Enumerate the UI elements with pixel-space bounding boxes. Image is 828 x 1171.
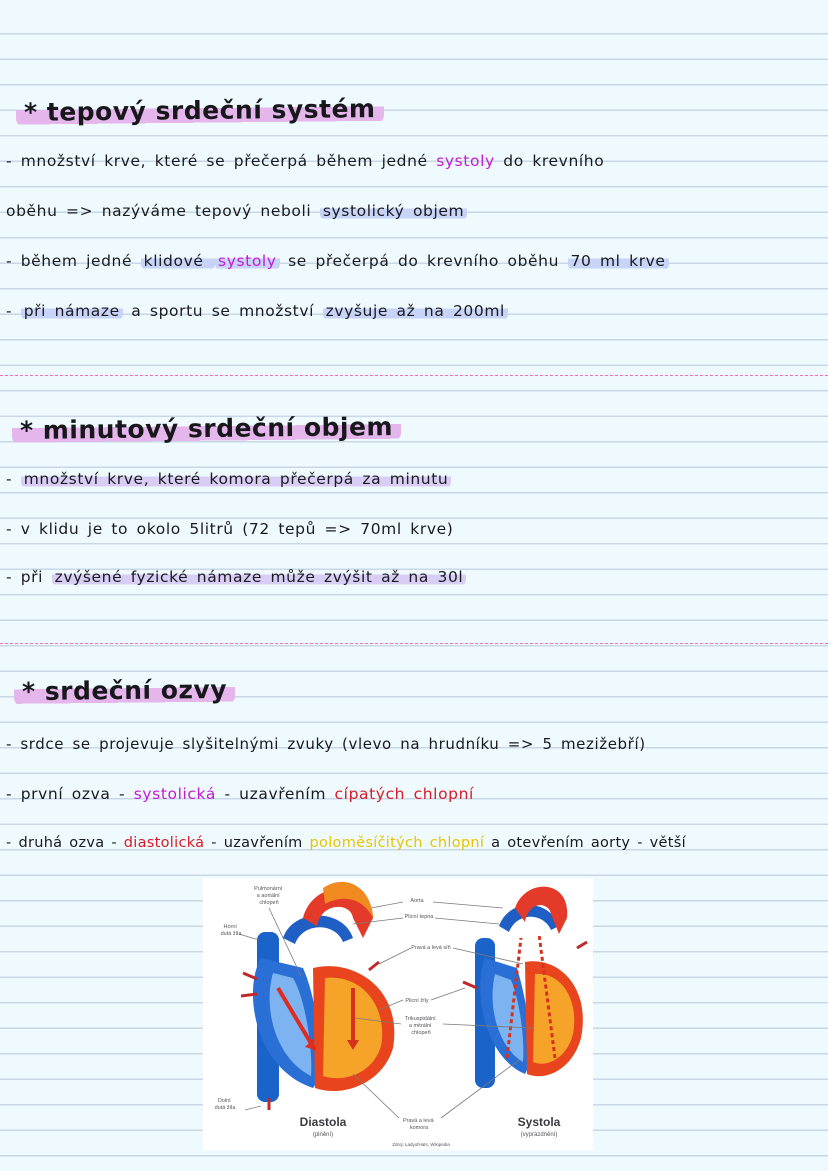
- heading-highlight: * minutový srdeční objem: [12, 412, 401, 445]
- text: - první ozva -: [6, 785, 134, 803]
- section-divider: [0, 375, 828, 376]
- text: a otevřením aorty - větší: [484, 835, 686, 851]
- label-diastole-sub: (plnění): [312, 1132, 334, 1138]
- term-highlight: zvýšené fyzické námaze může zvýšit až na 30l: [52, 568, 467, 586]
- image-source: Zdroj: LadyofHats, Wikipedia: [392, 1142, 450, 1147]
- label-aorta: Aorta: [410, 898, 424, 904]
- text: - druhá ozva -: [6, 835, 124, 851]
- text: -: [6, 302, 21, 320]
- label-pulmonary-veins: Plicní žíly: [405, 998, 429, 1004]
- term-highlight: zvyšuje až na 200ml: [323, 302, 508, 320]
- label-ventricles: Pravá a levá komora: [402, 1118, 434, 1131]
- term-highlight: 70 ml krve: [568, 252, 669, 270]
- text: a sportu se množství: [122, 302, 323, 320]
- heart-diagram: [203, 878, 593, 1150]
- note-line: [6, 302, 508, 320]
- label-tricuspid-mitral: Trikuspidální a mitrální chlopeň: [404, 1016, 436, 1036]
- label-systole: Systola: [517, 1115, 561, 1129]
- label-superior-vena-cava: Horní dutá žíla: [220, 924, 242, 937]
- label-inferior-vena-cava: Dolní dutá žíla: [214, 1098, 236, 1111]
- term-highlight: množství krve, které komora přečerpá za minutu: [21, 470, 452, 488]
- section-divider: [0, 643, 828, 644]
- note-line: [6, 735, 646, 753]
- note-line: [6, 568, 466, 586]
- note-line: [6, 202, 467, 220]
- text: - srdce se projevuje slyšitelnými zvuky (vlevo na hrudníku => 5 mezižebří): [6, 735, 646, 753]
- label-pulmonary-valve: Pulmonární a aortální chlopeň: [254, 886, 283, 906]
- term-magenta: systolická: [133, 785, 216, 803]
- text: - uzavřením: [215, 785, 335, 803]
- note-line: [6, 252, 669, 270]
- label-systole-sub: (vyprázdnění): [520, 1132, 558, 1138]
- text: - v klidu je to okolo 5litrů (72 tepů => 70ml krve): [6, 520, 454, 538]
- heart-diastole-illustration: [241, 882, 394, 1110]
- term-magenta: systoly: [436, 152, 495, 170]
- section-heading-heart-sounds: [14, 675, 235, 706]
- section-heading-stroke-volume: [16, 94, 384, 127]
- heading-highlight: * tepový srdeční systém: [16, 94, 384, 127]
- note-line: [6, 785, 474, 803]
- label-diastole: Diastola: [299, 1115, 347, 1129]
- heart-systole-illustration: [463, 887, 587, 1088]
- heading-highlight: * srdeční ozvy: [14, 675, 235, 706]
- text: do krevního: [494, 152, 605, 170]
- text: oběhu => nazýváme tepový neboli: [6, 202, 320, 220]
- term-highlight: při námaze: [21, 302, 123, 320]
- text: se přečerpá do krevního oběhu: [279, 252, 568, 270]
- section-heading-cardiac-output: [12, 412, 401, 445]
- term-red: diastolická: [123, 835, 205, 851]
- text: - během jedné: [6, 252, 141, 270]
- text: - uzavřením: [204, 835, 310, 851]
- label-pulmonary-artery: Plicní tepna: [404, 914, 434, 920]
- label-atria: Pravá a levá síň: [411, 945, 451, 951]
- text: - množství krve, které se přečerpá během jedné: [6, 152, 437, 170]
- term-red: cípatých chlopní: [334, 785, 474, 803]
- note-line: [6, 152, 604, 170]
- term-highlight: systolický objem: [320, 202, 467, 220]
- note-line: [6, 520, 453, 538]
- text: -: [6, 470, 21, 488]
- term-yellow: poloměsíčitých chlopní: [309, 835, 485, 851]
- term-magenta: systoly: [215, 252, 280, 270]
- term-highlight: klidové: [141, 252, 215, 270]
- heart-diagram-svg: [203, 878, 593, 1150]
- note-line: [6, 470, 451, 488]
- note-line: [6, 835, 686, 851]
- text: - při: [6, 568, 52, 586]
